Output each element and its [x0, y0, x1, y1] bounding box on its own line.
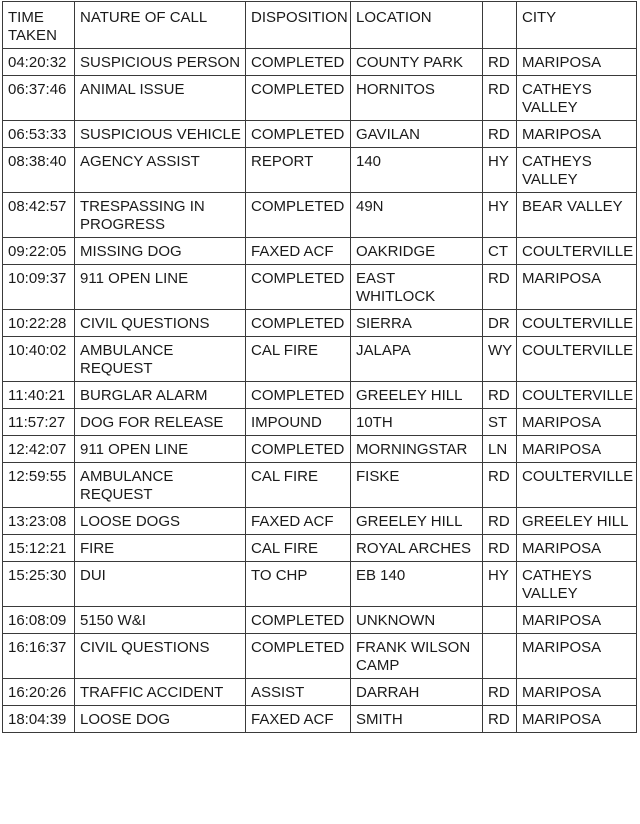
- cell-time: 06:37:46: [3, 76, 75, 121]
- cell-street-suffix: HY: [483, 148, 517, 193]
- cell-city: COULTERVILLE: [517, 382, 637, 409]
- table-row: [3, 49, 637, 76]
- cell-disposition: TO CHP: [246, 562, 351, 607]
- cell-city: MARIPOSA: [517, 436, 637, 463]
- cell-city: MARIPOSA: [517, 679, 637, 706]
- table-row: [3, 382, 637, 409]
- cell-disposition: FAXED ACF: [246, 508, 351, 535]
- cell-city: MARIPOSA: [517, 535, 637, 562]
- cell-location: COUNTY PARK: [351, 49, 483, 76]
- cell-nature-of-call: AMBULANCE REQUEST: [75, 337, 246, 382]
- cell-city: MARIPOSA: [517, 265, 637, 310]
- cell-location: UNKNOWN: [351, 607, 483, 634]
- cell-location: MORNINGSTAR: [351, 436, 483, 463]
- cell-city: COULTERVILLE: [517, 337, 637, 382]
- cell-disposition: FAXED ACF: [246, 706, 351, 733]
- table-row: [3, 238, 637, 265]
- header-row: [3, 2, 637, 49]
- cell-disposition: FAXED ACF: [246, 238, 351, 265]
- cell-time: 12:42:07: [3, 436, 75, 463]
- cell-street-suffix: RD: [483, 508, 517, 535]
- cell-city: CATHEYS VALLEY: [517, 76, 637, 121]
- cell-location: GREELEY HILL: [351, 508, 483, 535]
- cell-city: COULTERVILLE: [517, 310, 637, 337]
- cell-nature-of-call: CIVIL QUESTIONS: [75, 634, 246, 679]
- call-log-table: [2, 1, 637, 733]
- cell-city: COULTERVILLE: [517, 463, 637, 508]
- cell-street-suffix: RD: [483, 49, 517, 76]
- table-row: [3, 679, 637, 706]
- cell-nature-of-call: TRESPASSING IN PROGRESS: [75, 193, 246, 238]
- cell-city: CATHEYS VALLEY: [517, 562, 637, 607]
- cell-city: COULTERVILLE: [517, 238, 637, 265]
- cell-nature-of-call: BURGLAR ALARM: [75, 382, 246, 409]
- cell-city: MARIPOSA: [517, 121, 637, 148]
- cell-time: 18:04:39: [3, 706, 75, 733]
- cell-location: GAVILAN: [351, 121, 483, 148]
- cell-disposition: IMPOUND: [246, 409, 351, 436]
- cell-street-suffix: [483, 634, 517, 679]
- cell-nature-of-call: DUI: [75, 562, 246, 607]
- table-row: [3, 463, 637, 508]
- cell-time: 16:20:26: [3, 679, 75, 706]
- cell-nature-of-call: DOG FOR RELEASE: [75, 409, 246, 436]
- cell-street-suffix: DR: [483, 310, 517, 337]
- cell-street-suffix: RD: [483, 382, 517, 409]
- table-row: [3, 265, 637, 310]
- cell-city: CATHEYS VALLEY: [517, 148, 637, 193]
- cell-nature-of-call: FIRE: [75, 535, 246, 562]
- cell-disposition: ASSIST: [246, 679, 351, 706]
- cell-nature-of-call: SUSPICIOUS PERSON: [75, 49, 246, 76]
- cell-time: 12:59:55: [3, 463, 75, 508]
- header-location: LOCATION: [351, 2, 483, 49]
- header-disposition: DISPOSITION: [246, 2, 351, 49]
- cell-disposition: COMPLETED: [246, 436, 351, 463]
- cell-city: MARIPOSA: [517, 634, 637, 679]
- cell-time: 16:16:37: [3, 634, 75, 679]
- cell-nature-of-call: ANIMAL ISSUE: [75, 76, 246, 121]
- table-body: [3, 49, 637, 733]
- cell-nature-of-call: AGENCY ASSIST: [75, 148, 246, 193]
- cell-time: 15:12:21: [3, 535, 75, 562]
- cell-location: EB 140: [351, 562, 483, 607]
- cell-disposition: COMPLETED: [246, 121, 351, 148]
- cell-location: HORNITOS: [351, 76, 483, 121]
- cell-street-suffix: ST: [483, 409, 517, 436]
- cell-street-suffix: RD: [483, 121, 517, 148]
- cell-street-suffix: RD: [483, 265, 517, 310]
- table-row: [3, 121, 637, 148]
- cell-nature-of-call: 911 OPEN LINE: [75, 265, 246, 310]
- cell-disposition: COMPLETED: [246, 265, 351, 310]
- cell-time: 10:40:02: [3, 337, 75, 382]
- cell-time: 06:53:33: [3, 121, 75, 148]
- cell-nature-of-call: 911 OPEN LINE: [75, 436, 246, 463]
- cell-nature-of-call: AMBULANCE REQUEST: [75, 463, 246, 508]
- cell-time: 10:09:37: [3, 265, 75, 310]
- cell-disposition: COMPLETED: [246, 634, 351, 679]
- cell-time: 16:08:09: [3, 607, 75, 634]
- cell-city: BEAR VALLEY: [517, 193, 637, 238]
- cell-nature-of-call: LOOSE DOG: [75, 706, 246, 733]
- cell-location: ROYAL ARCHES: [351, 535, 483, 562]
- cell-city: GREELEY HILL: [517, 508, 637, 535]
- cell-location: 10TH: [351, 409, 483, 436]
- cell-street-suffix: RD: [483, 679, 517, 706]
- cell-disposition: COMPLETED: [246, 76, 351, 121]
- cell-time: 08:38:40: [3, 148, 75, 193]
- cell-city: MARIPOSA: [517, 607, 637, 634]
- cell-time: 11:40:21: [3, 382, 75, 409]
- cell-location: SIERRA: [351, 310, 483, 337]
- cell-location: 49N: [351, 193, 483, 238]
- cell-time: 08:42:57: [3, 193, 75, 238]
- cell-nature-of-call: CIVIL QUESTIONS: [75, 310, 246, 337]
- table-row: [3, 706, 637, 733]
- table-row: [3, 508, 637, 535]
- table-row: [3, 535, 637, 562]
- cell-city: MARIPOSA: [517, 409, 637, 436]
- cell-time: 09:22:05: [3, 238, 75, 265]
- table-row: [3, 436, 637, 463]
- cell-location: FISKE: [351, 463, 483, 508]
- cell-time: 15:25:30: [3, 562, 75, 607]
- cell-location: GREELEY HILL: [351, 382, 483, 409]
- cell-time: 04:20:32: [3, 49, 75, 76]
- cell-location: JALAPA: [351, 337, 483, 382]
- cell-street-suffix: LN: [483, 436, 517, 463]
- cell-location: SMITH: [351, 706, 483, 733]
- cell-nature-of-call: SUSPICIOUS VEHICLE: [75, 121, 246, 148]
- table-row: [3, 310, 637, 337]
- cell-street-suffix: RD: [483, 76, 517, 121]
- cell-disposition: COMPLETED: [246, 382, 351, 409]
- cell-disposition: REPORT: [246, 148, 351, 193]
- cell-disposition: COMPLETED: [246, 607, 351, 634]
- cell-location: FRANK WILSON CAMP: [351, 634, 483, 679]
- table-row: [3, 337, 637, 382]
- cell-street-suffix: HY: [483, 193, 517, 238]
- table-row: [3, 76, 637, 121]
- cell-disposition: COMPLETED: [246, 310, 351, 337]
- table-row: [3, 562, 637, 607]
- table-row: [3, 409, 637, 436]
- table-row: [3, 607, 637, 634]
- table-row: [3, 193, 637, 238]
- header-street-suffix: [483, 2, 517, 49]
- cell-disposition: CAL FIRE: [246, 535, 351, 562]
- cell-street-suffix: RD: [483, 463, 517, 508]
- cell-street-suffix: RD: [483, 706, 517, 733]
- cell-street-suffix: RD: [483, 535, 517, 562]
- cell-street-suffix: CT: [483, 238, 517, 265]
- cell-location: EAST WHITLOCK: [351, 265, 483, 310]
- cell-street-suffix: HY: [483, 562, 517, 607]
- cell-street-suffix: [483, 607, 517, 634]
- cell-location: OAKRIDGE: [351, 238, 483, 265]
- table-row: [3, 148, 637, 193]
- cell-city: MARIPOSA: [517, 706, 637, 733]
- cell-disposition: CAL FIRE: [246, 337, 351, 382]
- header-time-taken: TIME TAKEN: [3, 2, 75, 49]
- cell-location: 140: [351, 148, 483, 193]
- cell-nature-of-call: MISSING DOG: [75, 238, 246, 265]
- cell-disposition: CAL FIRE: [246, 463, 351, 508]
- cell-location: DARRAH: [351, 679, 483, 706]
- cell-street-suffix: WY: [483, 337, 517, 382]
- cell-city: MARIPOSA: [517, 49, 637, 76]
- cell-nature-of-call: LOOSE DOGS: [75, 508, 246, 535]
- header-city: CITY: [517, 2, 637, 49]
- cell-time: 11:57:27: [3, 409, 75, 436]
- cell-time: 10:22:28: [3, 310, 75, 337]
- table-row: [3, 634, 637, 679]
- cell-nature-of-call: TRAFFIC ACCIDENT: [75, 679, 246, 706]
- header-nature-of-call: NATURE OF CALL: [75, 2, 246, 49]
- cell-nature-of-call: 5150 W&I: [75, 607, 246, 634]
- cell-disposition: COMPLETED: [246, 193, 351, 238]
- cell-disposition: COMPLETED: [246, 49, 351, 76]
- cell-time: 13:23:08: [3, 508, 75, 535]
